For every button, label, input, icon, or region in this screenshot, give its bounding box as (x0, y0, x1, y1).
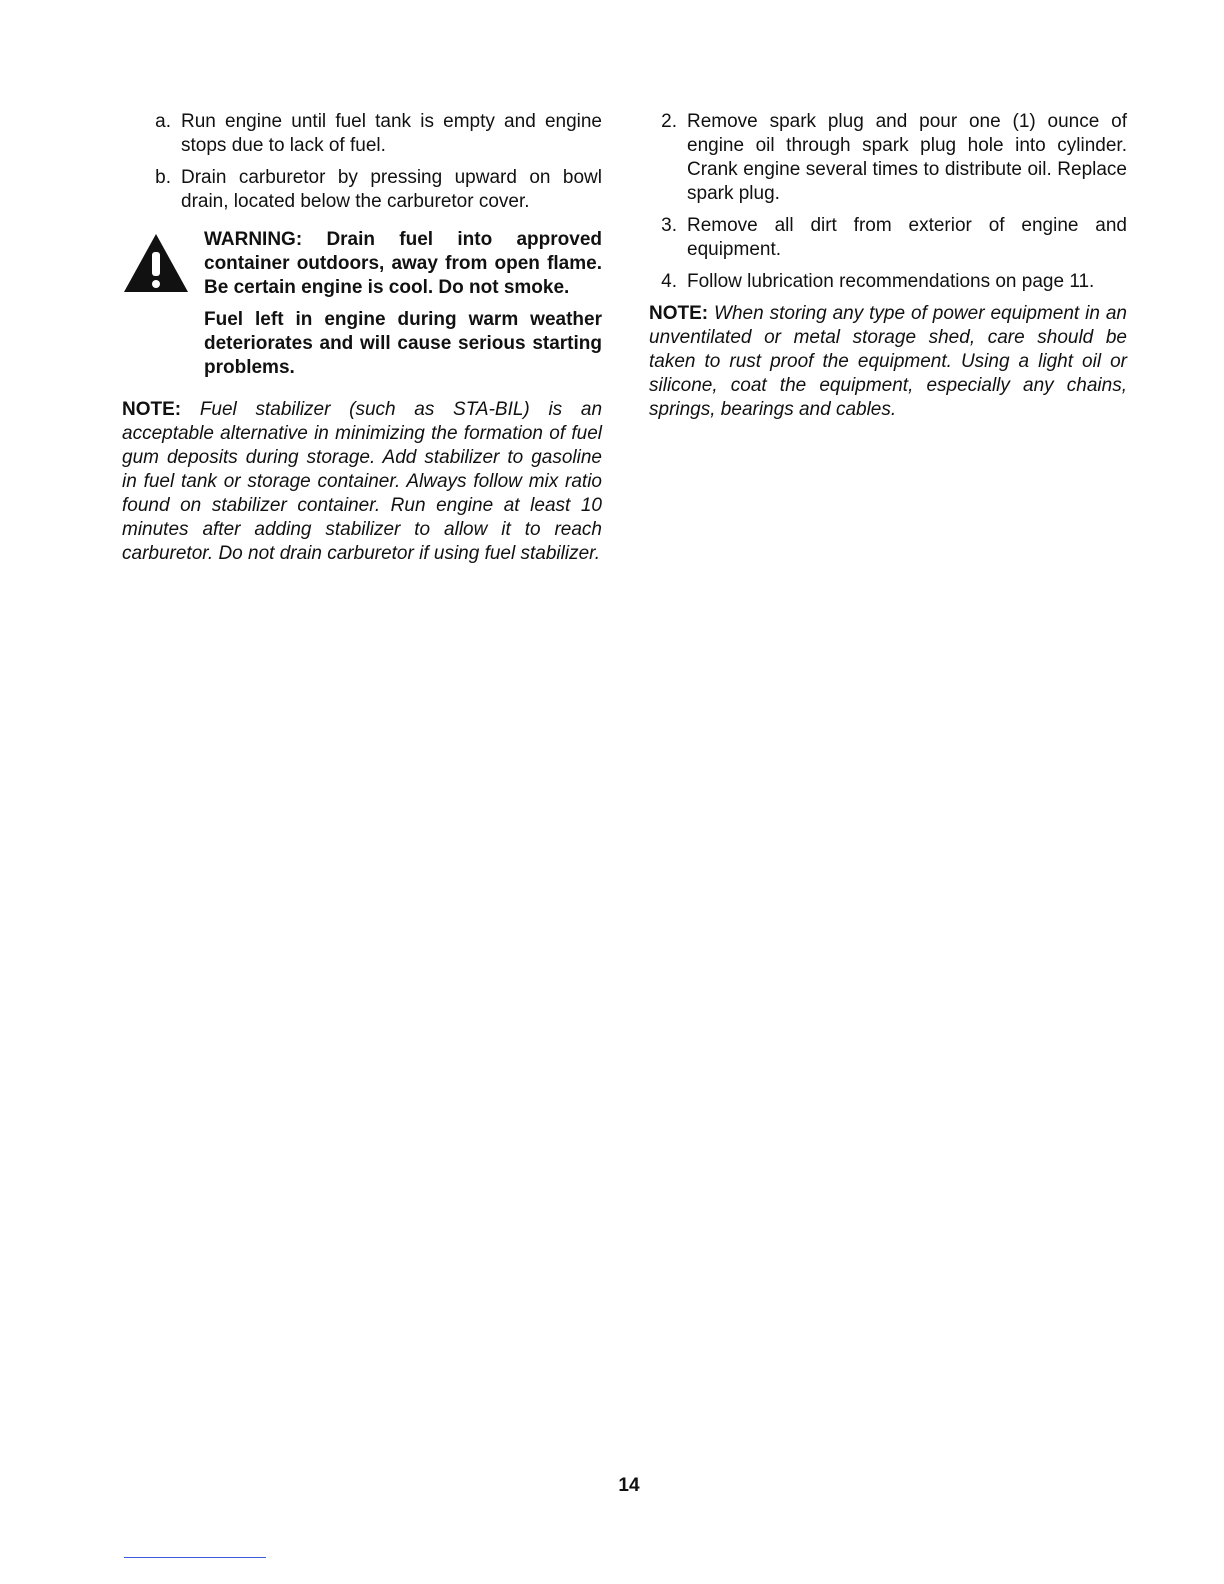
step-marker: b. (155, 167, 171, 188)
step-text: Follow lubrication recommendations on page 11. (687, 271, 1095, 292)
warning-triangle-icon (122, 228, 204, 302)
step-3 (649, 214, 1127, 262)
step-text: Drain carburetor by pressing upward on bowl drain, located below the carburetor cover. (181, 167, 602, 212)
step-text: Run engine until fuel tank is empty and engine stops due to lack of fuel. (181, 111, 602, 156)
right-column (649, 110, 1127, 422)
step-text: Remove all dirt from exterior of engine and equipment. (687, 215, 1127, 260)
warning-text (204, 228, 602, 388)
step-a (122, 110, 602, 158)
step-marker: 4. (661, 271, 677, 292)
step-text: Remove spark plug and pour one (1) ounce of engine oil through spark plug hole into cylinder. Crank engine several times to distribute oil. Replace spark plug. (687, 111, 1127, 204)
warning-paragraph: WARNING: Drain fuel into approved container outdoors, away from open flame. Be certain engine is cool. Do not smoke. (204, 229, 602, 298)
step-4 (649, 270, 1127, 294)
warning-block (122, 228, 602, 388)
note-paragraph (122, 398, 602, 566)
step-b (122, 166, 602, 214)
bottom-rule (124, 1557, 266, 1558)
step-marker: 2. (661, 111, 677, 132)
step-2 (649, 110, 1127, 206)
left-column (122, 110, 602, 566)
note-label: NOTE: (122, 399, 182, 420)
step-marker: 3. (661, 215, 677, 236)
note-paragraph (649, 302, 1127, 422)
note-text: When storing any type of power equipment in an unventilated or metal storage shed, care should be taken to rust proof the equipment. Using a light oil or silicone, coat the equipment, especially any chains, springs, bearings and cables. (649, 303, 1127, 420)
note-text: Fuel stabilizer (such as STA-BIL) is an acceptable alternative in minimizing the formation of fuel gum deposits during storage. Add stabilizer to gasoline in fuel tank or storage container. Always follow mix ratio found on stabilizer container. Run engine at least 10 minutes after adding stabilizer to allow it to reach carburetor. Do not drain carburetor if using fuel stabilizer. (122, 399, 603, 564)
note-label: NOTE: (649, 303, 709, 324)
warning-paragraph: Fuel left in engine during warm weather deteriorates and will cause serious starting problems. (204, 309, 602, 378)
step-marker: a. (155, 111, 171, 132)
page-number: 14 (618, 1475, 640, 1496)
